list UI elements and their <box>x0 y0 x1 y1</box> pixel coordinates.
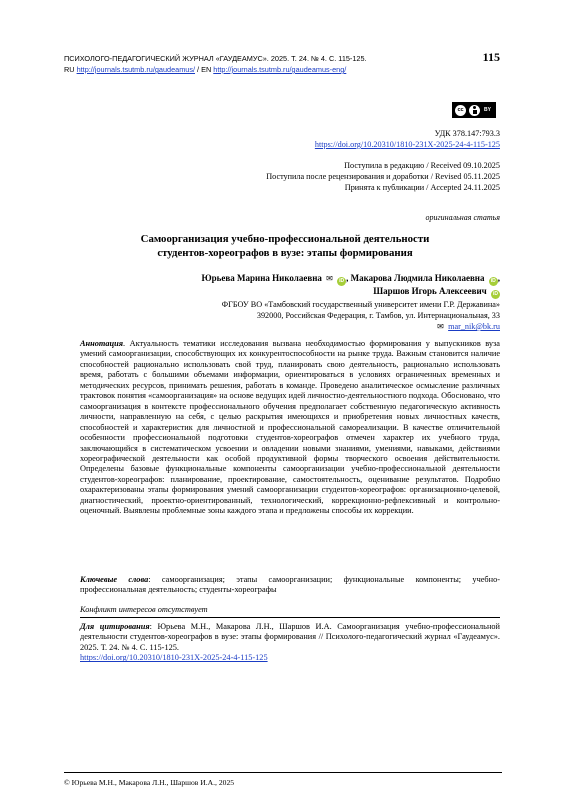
title-line-1: Самоорганизация учебно-профессиональной деятельности <box>140 233 430 245</box>
keywords <box>80 575 500 596</box>
page-number: 115 <box>482 50 500 64</box>
author-separator: , <box>497 273 500 283</box>
cc-icon: cc <box>455 105 466 116</box>
doi-link[interactable]: https://doi.org/10.20310/1810-231X-2025-24-4-115-125 <box>314 140 500 149</box>
email-envelope-icon: ✉ <box>437 322 445 331</box>
keywords-label: Ключевые слова <box>80 575 149 584</box>
en-journal-link[interactable]: http://journals.tsutmb.ru/gaudeamus-eng/ <box>213 65 347 74</box>
orcid-icon[interactable]: iD <box>490 278 496 284</box>
citation-text: : Юрьева М.Н., Макарова Л.Н., Шаршов И.А. Самоорганизация учебно-профессиональной деятельности студентов-хореографов в вузе: этапы формирования // Психолого-педагогический журнал «Гаудеамус». 2025. Т. 24. № 4. С. 115-125. <box>80 622 500 652</box>
en-separator: / EN <box>195 65 212 74</box>
email-link[interactable]: mar_nik@bk.ru <box>448 322 500 331</box>
orcid-icon[interactable]: iD <box>339 278 345 284</box>
footer-divider <box>64 772 502 773</box>
ru-journal-link[interactable]: http://journals.tsutmb.ru/gaudeamus/ <box>76 65 196 74</box>
journal-citation-line: ПСИХОЛОГО-ПЕДАГОГИЧЕСКИЙ ЖУРНАЛ «ГАУДЕАМУС». 2025. Т. 24. № 4. С. 115-125. <box>64 54 367 63</box>
author-yurieva: Юрьева Марина Николаевна <box>201 273 322 283</box>
keywords-text: : самоорганизация; этапы самоорганизации; функциональные компоненты; учебно-профессиональная деятельность; студенты-хореографы <box>80 575 500 595</box>
journal-header <box>64 53 504 75</box>
author-makarova: Макарова Людмила Николаевна <box>350 273 485 283</box>
affiliation-org: ФГБОУ ВО «Тамбовский государственный университет имени Г.Р. Державина» <box>221 300 500 309</box>
udc-code: УДК 378.147:793.3 <box>434 129 500 138</box>
journal-links-line <box>64 64 504 75</box>
article-type: оригинальная статья <box>425 213 500 222</box>
author-sharshov: Шаршов Игорь Алексеевич <box>373 286 487 296</box>
received-date: Поступила в редакцию / Received 09.10.2025 <box>344 161 500 170</box>
envelope-icon[interactable]: ✉ <box>326 274 333 283</box>
author-separator: , <box>346 273 349 283</box>
accepted-date: Принята к публикации / Accepted 24.11.2025 <box>344 183 500 192</box>
citation-doi-link[interactable]: https://doi.org/10.20310/1810-231X-2025-24-4-115-125 <box>80 653 268 663</box>
affiliation-address: 392000, Российская Федерация, г. Тамбов, ул. Интернациональная, 33 <box>256 311 500 320</box>
abstract-text: . Актуальность тематики исследования вызвана необходимостью формирования у выпускников вуза умений самоорганизации, способствующих их конкурентоспособности на рынке труда. Важным становится наличие способностей рационально использовать свой труд, планировать свою деятельность, рационально использовать время, работать с большими объемами информации, ориентироваться в условиях ограниченных временных и методических ресурсов, принимать решения, работать в команде. Проведено аналитическое осмысление различных трактовок понятия «самоорганизация» на основе ведущих идей личностно-деятельностного подхода. Обосновано, что самоорганизация в контексте профессионального обучения предполагает собственную педагогическую активность личности, направленную на себя, с целью раскрытия имеющихся и приобретения новых личностных качеств, способностей и характеристик для личностной и профессиональной самореализации. В качестве отличительной особенности профессиональной подготовки студентов-хореографов отмечен характер их учебного труда, заключающийся в систематическом усвоении и овладении новыми знаниями, умениями, навыками, действиями хореографической деятельности как особой продуктивной формы творческого освоения действительности. Определены базовые функциональные компоненты самоорганизации учебно-профессиональной деятельности студентов-хореографов: планирование, проектирование, самостоятельность, оценивание результатов. Подробно охарактеризованы этапы формирования умений самоорганизации студентов-хореографов: организационно-целевой, диагностический, проектно-ориентированный, технологический, коррекционно-рефлексивный и контрольно-оценочный. Выявлены проблемные зоны каждого этапа и предложены способы их коррекции. <box>80 339 500 516</box>
ru-prefix: RU <box>64 65 75 74</box>
section-divider <box>80 617 500 618</box>
by-label: BY <box>484 107 491 113</box>
citation-label: Для цитирования <box>80 622 150 631</box>
abstract <box>80 339 500 517</box>
corresponding-email <box>437 321 500 332</box>
orcid-icon[interactable]: iD <box>493 291 498 297</box>
citation-block <box>80 622 500 664</box>
authors-line-1 <box>202 272 500 286</box>
revised-date: Поступила после рецензирования и доработки / Revised 05.11.2025 <box>266 172 500 181</box>
authors-line-2 <box>373 285 500 299</box>
cc-by-license-badge[interactable] <box>452 102 496 118</box>
attribution-person-icon <box>469 105 480 116</box>
conflict-of-interest: Конфликт интересов отсутствует <box>80 605 208 614</box>
copyright: © Юрьева М.Н., Макарова Л.Н., Шаршов И.А., 2025 <box>64 778 235 787</box>
article-title <box>70 232 500 260</box>
abstract-label: Аннотация <box>80 339 123 348</box>
title-line-2: студентов-хореографов в вузе: этапы формирования <box>157 247 413 259</box>
